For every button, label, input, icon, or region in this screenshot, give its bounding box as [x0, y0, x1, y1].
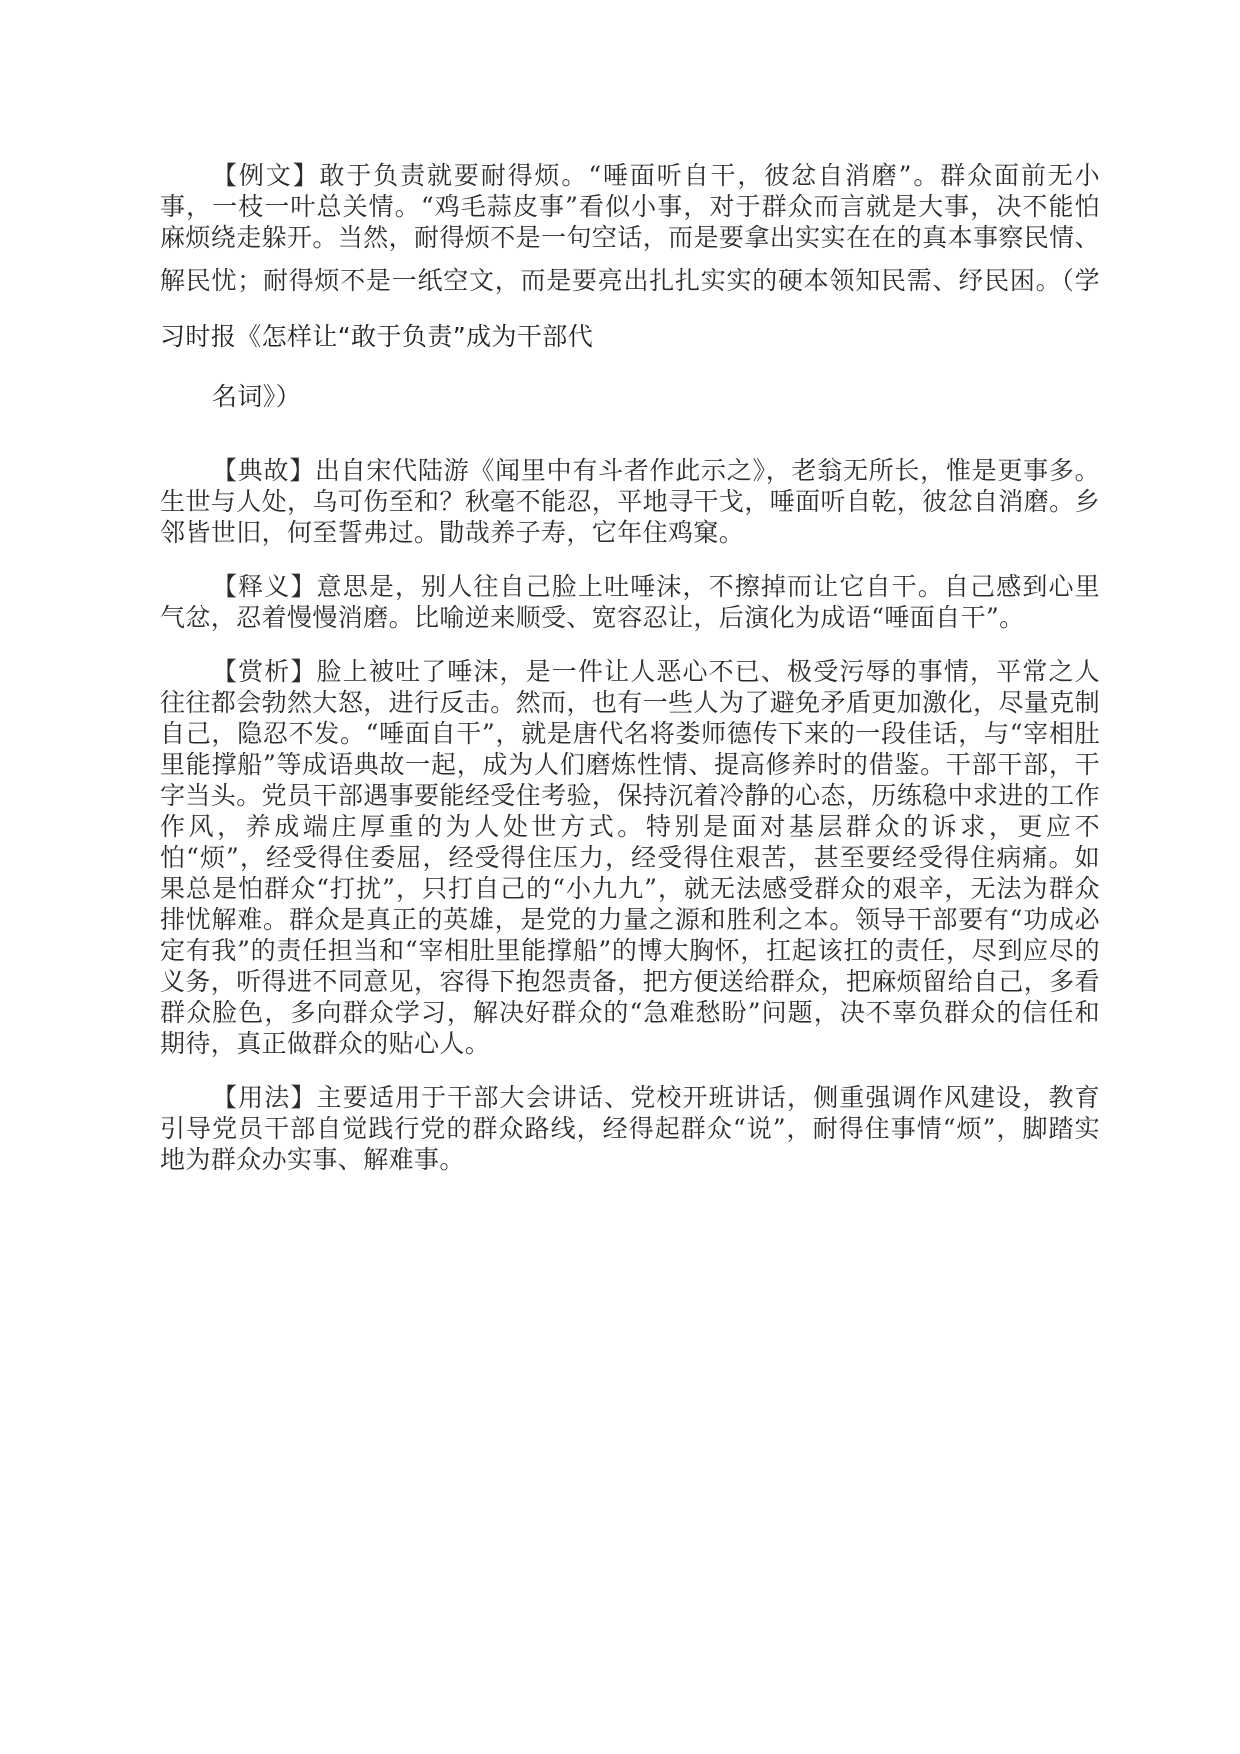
allusion-paragraph: 【典故】出自宋代陆游《闻里中有斗者作此示之》，老翁无所长，惟是更事多。生世与人处，乌可伤至和？秋毫不能忍，平地寻干戈，唾面听自乾，彼忿自消磨。乡邻皆世旧，何至誓弗过。勖哉养子寿，它年住鸡窠。	[160, 456, 1100, 547]
usage-paragraph: 【用法】主要适用于干部大会讲话、党校开班讲话，侧重强调作风建设，教育引导党员干部自觉践行党的群众路线，经得起群众“说”，耐得住事情“烦”，脚踏实地为群众办实事、解难事。	[160, 1083, 1100, 1174]
example-source-tail: 名词》）	[212, 382, 302, 411]
meaning-paragraph: 【释义】意思是，别人往自己脸上吐唾沫，不擦掉而让它自干。自己感到心里气忿，忍着慢慢消磨。比喻逆来顺受、宽容忍让，后演化为成语“唾面自干”。	[160, 572, 1100, 632]
example-paragraph	[160, 160, 1100, 425]
document-page	[160, 160, 1100, 1198]
analysis-paragraph: 【赏析】脸上被吐了唾沫，是一件让人恶心不已、极受污辱的事情，平常之人往往都会勃然大怒，进行反击。然而，也有一些人为了避免矛盾更加激化，尽量克制自己，隐忍不发。“唾面自干”，就是唐代名将娄师德传下来的一段佳话，与“宰相肚里能撑船”等成语典故一起，成为人们磨炼性情、提高修养时的借鉴。干部干部，干字当头。党员干部遇事要能经受住考验，保持沉着冷静的心态，历练稳中求进的工作作风，养成端庄厚重的为人处世方式。特别是面对基层群众的诉求，更应不怕“烦”，经受得住委屈，经受得住压力，经受得住艰苦，甚至要经受得住病痛。如果总是怕群众“打扰”，只打自己的“小九九”，就无法感受群众的艰辛，无法为群众排忧解难。群众是真正的英雄，是党的力量之源和胜利之本。领导干部要有“功成必定有我”的责任担当和“宰相肚里能撑船”的博大胸怀，扛起该扛的责任，尽到应尽的义务，听得进不同意见，容得下抱怨责备，把方便送给群众，把麻烦留给自己，多看群众脸色，多向群众学习，解决好群众的“急难愁盼”问题，决不辜负群众的信任和期待，真正做群众的贴心人。	[160, 657, 1100, 1058]
example-source: （学习时报《怎样让“敢于负责”成为干部代	[160, 266, 1100, 351]
example-text: 【例文】敢于负责就要耐得烦。“唾面听自干，彼忿自消磨”。群众面前无小事，一枝一叶总关情。“鸡毛蒜皮事”看似小事，对于群众而言就是大事，决不能怕麻烦绕走躲开。当然，耐得烦不是一句空话，而是要拿出实实在在的真本事察民情、解民忧；耐得烦不是一纸空文，而是要亮出扎扎实实的硬本领知民需、纾民困。	[160, 161, 1100, 295]
